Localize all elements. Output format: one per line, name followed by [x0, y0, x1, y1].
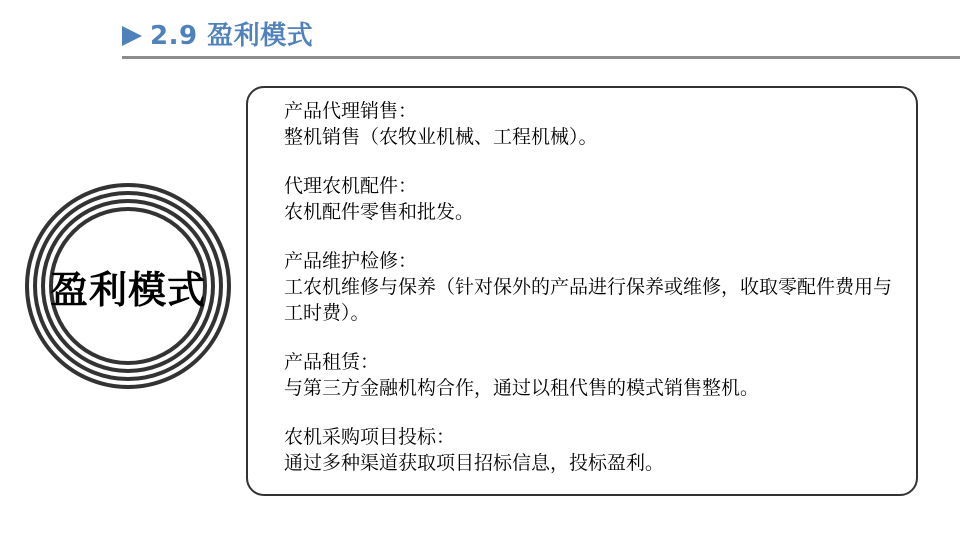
section-product-leasing: [284, 349, 898, 401]
badge-label: 盈利模式: [49, 267, 206, 312]
section-body: 整机销售（农牧业机械、工程机械）。: [284, 126, 598, 148]
section-body: 工农机维修与保养（针对保外的产品进行保养或维修，收取零配件费用与工时费）。: [284, 276, 893, 324]
section-parts-agency: [284, 173, 898, 225]
section-body: 农机配件零售和批发。: [284, 201, 475, 223]
section-heading: 产品维护检修：: [284, 250, 418, 272]
section-body: 通过多种渠道获取项目招标信息，投标盈利。: [284, 452, 665, 474]
concentric-circle-badge: [24, 182, 232, 390]
play-triangle-icon: [122, 26, 142, 46]
section-heading: 农机采购项目投标：: [284, 426, 456, 448]
section-heading: 代理农机配件：: [284, 175, 418, 197]
page-title: 2.9 盈利模式: [150, 21, 314, 51]
section-body: 与第三方金融机构合作，通过以租代售的模式销售整机。: [284, 377, 760, 399]
section-heading: 产品租赁：: [284, 351, 380, 373]
profit-model-content-box: [246, 86, 918, 496]
header-divider: [122, 56, 960, 59]
section-product-agency-sales: [284, 98, 898, 150]
section-header: [122, 18, 313, 54]
section-heading: 产品代理销售：: [284, 100, 418, 122]
section-maintenance-repair: [284, 248, 898, 326]
section-procurement-bidding: [284, 424, 898, 476]
